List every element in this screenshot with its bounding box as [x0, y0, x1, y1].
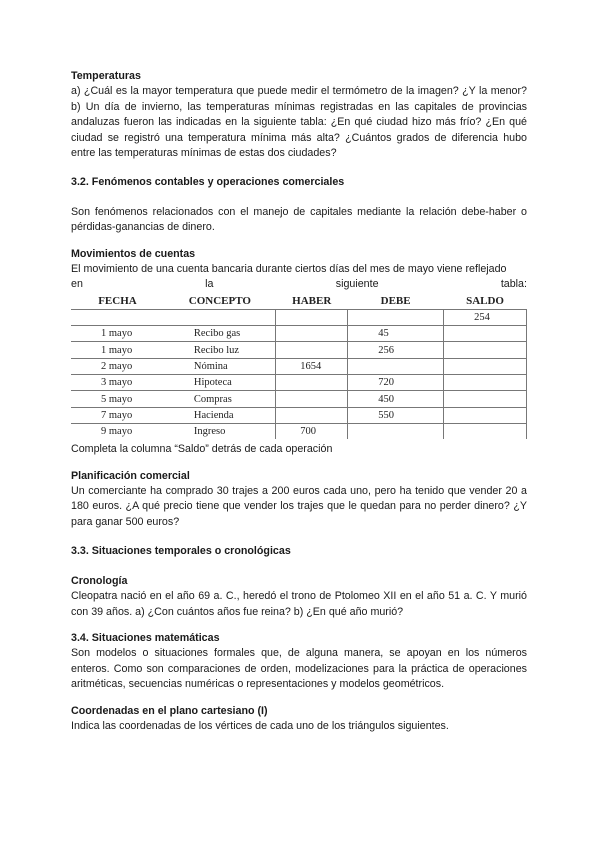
saldo-cell	[444, 358, 527, 374]
table-row-initial	[71, 309, 527, 325]
document-page	[71, 69, 527, 734]
cronologia-text: Cleopatra nació en el año 69 a. C., heredó el trono de Ptolomeo XII en el año 51 a. C. Y murió con 39 años. a) ¿Con cuántos años fue reina? b) ¿En qué año murió?	[71, 590, 527, 618]
saldo-cell	[444, 326, 527, 342]
section-34-heading: 3.4. Situaciones matemáticas	[71, 631, 220, 644]
saldo-cell	[444, 375, 527, 391]
header-concepto: CONCEPTO	[164, 294, 276, 310]
section-32-heading: 3.2. Fenómenos contables y operaciones comerciales	[71, 176, 345, 189]
table-row: 1 mayo Recibo luz 256	[71, 342, 527, 358]
account-movements-table	[71, 294, 527, 439]
temperaturas-heading: Temperaturas	[71, 70, 141, 82]
table-row: 2 mayo Nómina 1654	[71, 358, 527, 374]
saldo-cell	[444, 391, 527, 407]
section-32-text: Son fenómenos relacionados con el manejo de capitales mediante la relación debe-haber o pérdidas-ganancias de dinero.	[71, 205, 527, 234]
word-en: en	[71, 278, 83, 291]
temperaturas-text: a) ¿Cuál es la mayor temperatura que puede medir el termómetro de la imagen? ¿Y la menor? b) Un día de invierno, las temperaturas mínimas registradas en las capitales de provincias andaluzas fueron las indicadas en la siguiente tabla: ¿En qué ciudad hizo más frío? ¿En qué ciudad se registró una temperatura mínima más alta? ¿Cuántos grados de diferencia hubo entre las temperaturas mínimas de estas dos ciudades?	[71, 85, 527, 160]
movimientos-text: El movimiento de una cuenta bancaria durante ciertos días del mes de mayo viene reflejado	[71, 263, 507, 276]
planificacion-heading: Planificación comercial	[71, 469, 190, 482]
saldo-cell	[444, 407, 527, 423]
word-tabla: tabla:	[500, 278, 527, 291]
header-saldo: SALDO	[444, 294, 527, 310]
table-row: 5 mayo Compras 450	[71, 391, 527, 407]
planificacion-text: Un comerciante ha comprado 30 trajes a 200 euros cada uno, pero ha tenido que vender 20 a 180 euros. ¿A qué precio tiene que vender los trajes que le quedan para no perder dinero? ¿Y para ganar 500 euros?	[71, 485, 527, 528]
section-33-heading: 3.3. Situaciones temporales o cronológicas	[71, 545, 291, 558]
header-fecha: FECHA	[71, 294, 164, 310]
header-haber: HABER	[276, 294, 348, 310]
saldo-cell	[444, 423, 527, 439]
cronologia-heading: Cronología	[71, 574, 128, 587]
table-note: Completa la columna “Saldo” detrás de cada operación	[71, 443, 333, 456]
movimientos-justified-line	[71, 277, 527, 292]
table-row: 1 mayo Recibo gas 45	[71, 326, 527, 342]
table-row: 7 mayo Hacienda 550	[71, 407, 527, 423]
header-debe: DEBE	[348, 294, 444, 310]
table-row: 3 mayo Hipoteca 720	[71, 375, 527, 391]
word-siguiente: siguiente	[335, 278, 379, 291]
movimientos-heading: Movimientos de cuentas	[71, 247, 196, 260]
saldo-cell	[444, 342, 527, 358]
coordenadas-heading: Coordenadas en el plano cartesiano (I)	[71, 704, 268, 717]
section-34-text: Son modelos o situaciones formales que, de alguna manera, se apoyan en los números enteros. Como son comparaciones de orden, modelizaciones para la práctica de operaciones aritméticas, secuencias numéricas o representaciones y modelos geométricos.	[71, 647, 527, 691]
word-la: la	[205, 278, 214, 291]
table-row: 9 mayo Ingreso 700	[71, 423, 527, 439]
table-header-row	[71, 294, 527, 310]
initial-saldo: 254	[444, 309, 527, 325]
coordenadas-text: Indica las coordenadas de los vértices de cada uno de los triángulos siguientes.	[71, 719, 449, 732]
